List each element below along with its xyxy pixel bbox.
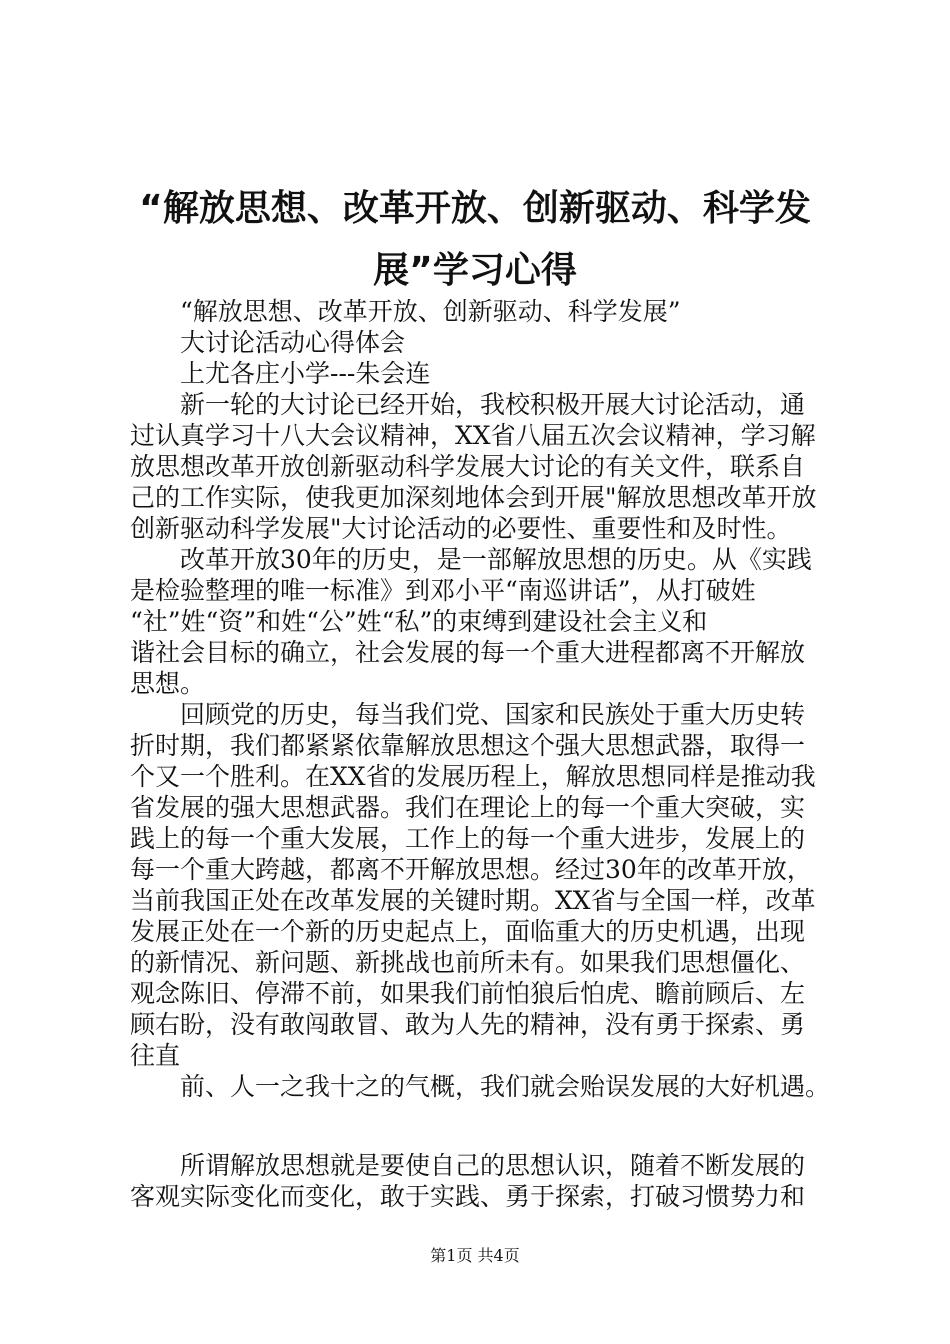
paragraph-line: 是检验整理的唯一标准》到邓小平“南巡讲话”，从打破姓 (130, 576, 756, 605)
paragraph-line: 当前我国正处在改革发展的关键时期。XX省与全国一样，改革 (130, 886, 816, 915)
paragraph-line: 顾右盼，没有敢闯敢冒、敢为人先的精神，没有勇于探索、勇 (130, 1010, 806, 1039)
paragraph-line: 个又一个胜利。在XX省的发展历程上，解放思想同样是推动我 (130, 762, 816, 791)
paragraph-line: 创新驱动科学发展"大讨论活动的必要性、重要性和及时性。 (130, 514, 792, 543)
paragraph-line: 所谓解放思想就是要使自己的思想认识，随着不断发展的 (180, 1151, 806, 1180)
title-line-2: 展”学习心得 (373, 250, 577, 291)
paragraph-line: 放思想改革开放创新驱动科学发展大讨论的有关文件，联系自 (130, 452, 806, 481)
paragraph-line: 改革开放30年的历史，是一部解放思想的历史。从《实践 (180, 545, 812, 574)
subtitle-line: “解放思想、改革开放、创新驱动、科学发展” (180, 297, 681, 326)
paragraph-line: 新一轮的大讨论已经开始，我校积极开展大讨论活动，通 (180, 390, 806, 419)
author-line: 上尤各庄小学---朱会连 (180, 359, 431, 388)
paragraph-line: 过认真学习十八大会议精神，XX省八届五次会议精神，学习解 (130, 421, 816, 450)
paragraph-2 (130, 544, 850, 699)
paragraph-line: 折时期，我们都紧紧依靠解放思想这个强大思想武器，取得一 (130, 731, 806, 760)
paragraph-5 (130, 1150, 850, 1212)
title-line-1: “解放思想、改革开放、创新驱动、科学发 (139, 188, 811, 229)
document-body (130, 296, 850, 1212)
paragraph-line: 谐社会目标的确立，社会发展的每一个重大进程都离不开解放 (130, 638, 806, 667)
paragraph-line: 发展正处在一个新的历史起点上，面临重大的历史机遇，出现 (130, 917, 806, 946)
paragraph-line: 回顾党的历史，每当我们党、国家和民族处于重大历史转 (180, 700, 806, 729)
paragraph-line: 往直 (130, 1041, 181, 1070)
paragraph-line: 客观实际变化而变化，敢于实践、勇于探索，打破习惯势力和 (130, 1182, 806, 1211)
paragraph-4 (130, 1071, 850, 1102)
paragraph-line: 践上的每一个重大发展，工作上的每一个重大进步，发展上的 (130, 824, 806, 853)
paragraph-line: 省发展的强大思想武器。我们在理论上的每一个重大突破，实 (130, 793, 806, 822)
paragraph-line: “社”姓“资”和姓“公”姓“私”的束缚到建设社会主义和 (130, 607, 708, 636)
paragraph-gap (130, 1102, 850, 1150)
paragraph-line: 思想。 (130, 669, 206, 698)
paragraph-line: 前、人一之我十之的气概，我们就会贻误发展的大好机遇。 (180, 1072, 831, 1101)
paragraph-line: 每一个重大跨越，都离不开解放思想。经过30年的改革开放， (130, 855, 812, 884)
subtitle-line: 大讨论活动心得体会 (180, 328, 406, 357)
paragraph-line: 己的工作实际，使我更加深刻地体会到开展"解放思想改革开放 (130, 483, 817, 512)
page-footer: 第1页 共4页 (430, 1246, 520, 1265)
paragraph-1 (130, 389, 850, 544)
paragraph-3 (130, 699, 850, 1071)
paragraph-line: 观念陈旧、停滞不前，如果我们前怕狼后怕虎、瞻前顾后、左 (130, 979, 806, 1008)
paragraph-line: 的新情况、新问题、新挑战也前所未有。如果我们思想僵化、 (130, 948, 806, 977)
document-title (100, 178, 850, 302)
